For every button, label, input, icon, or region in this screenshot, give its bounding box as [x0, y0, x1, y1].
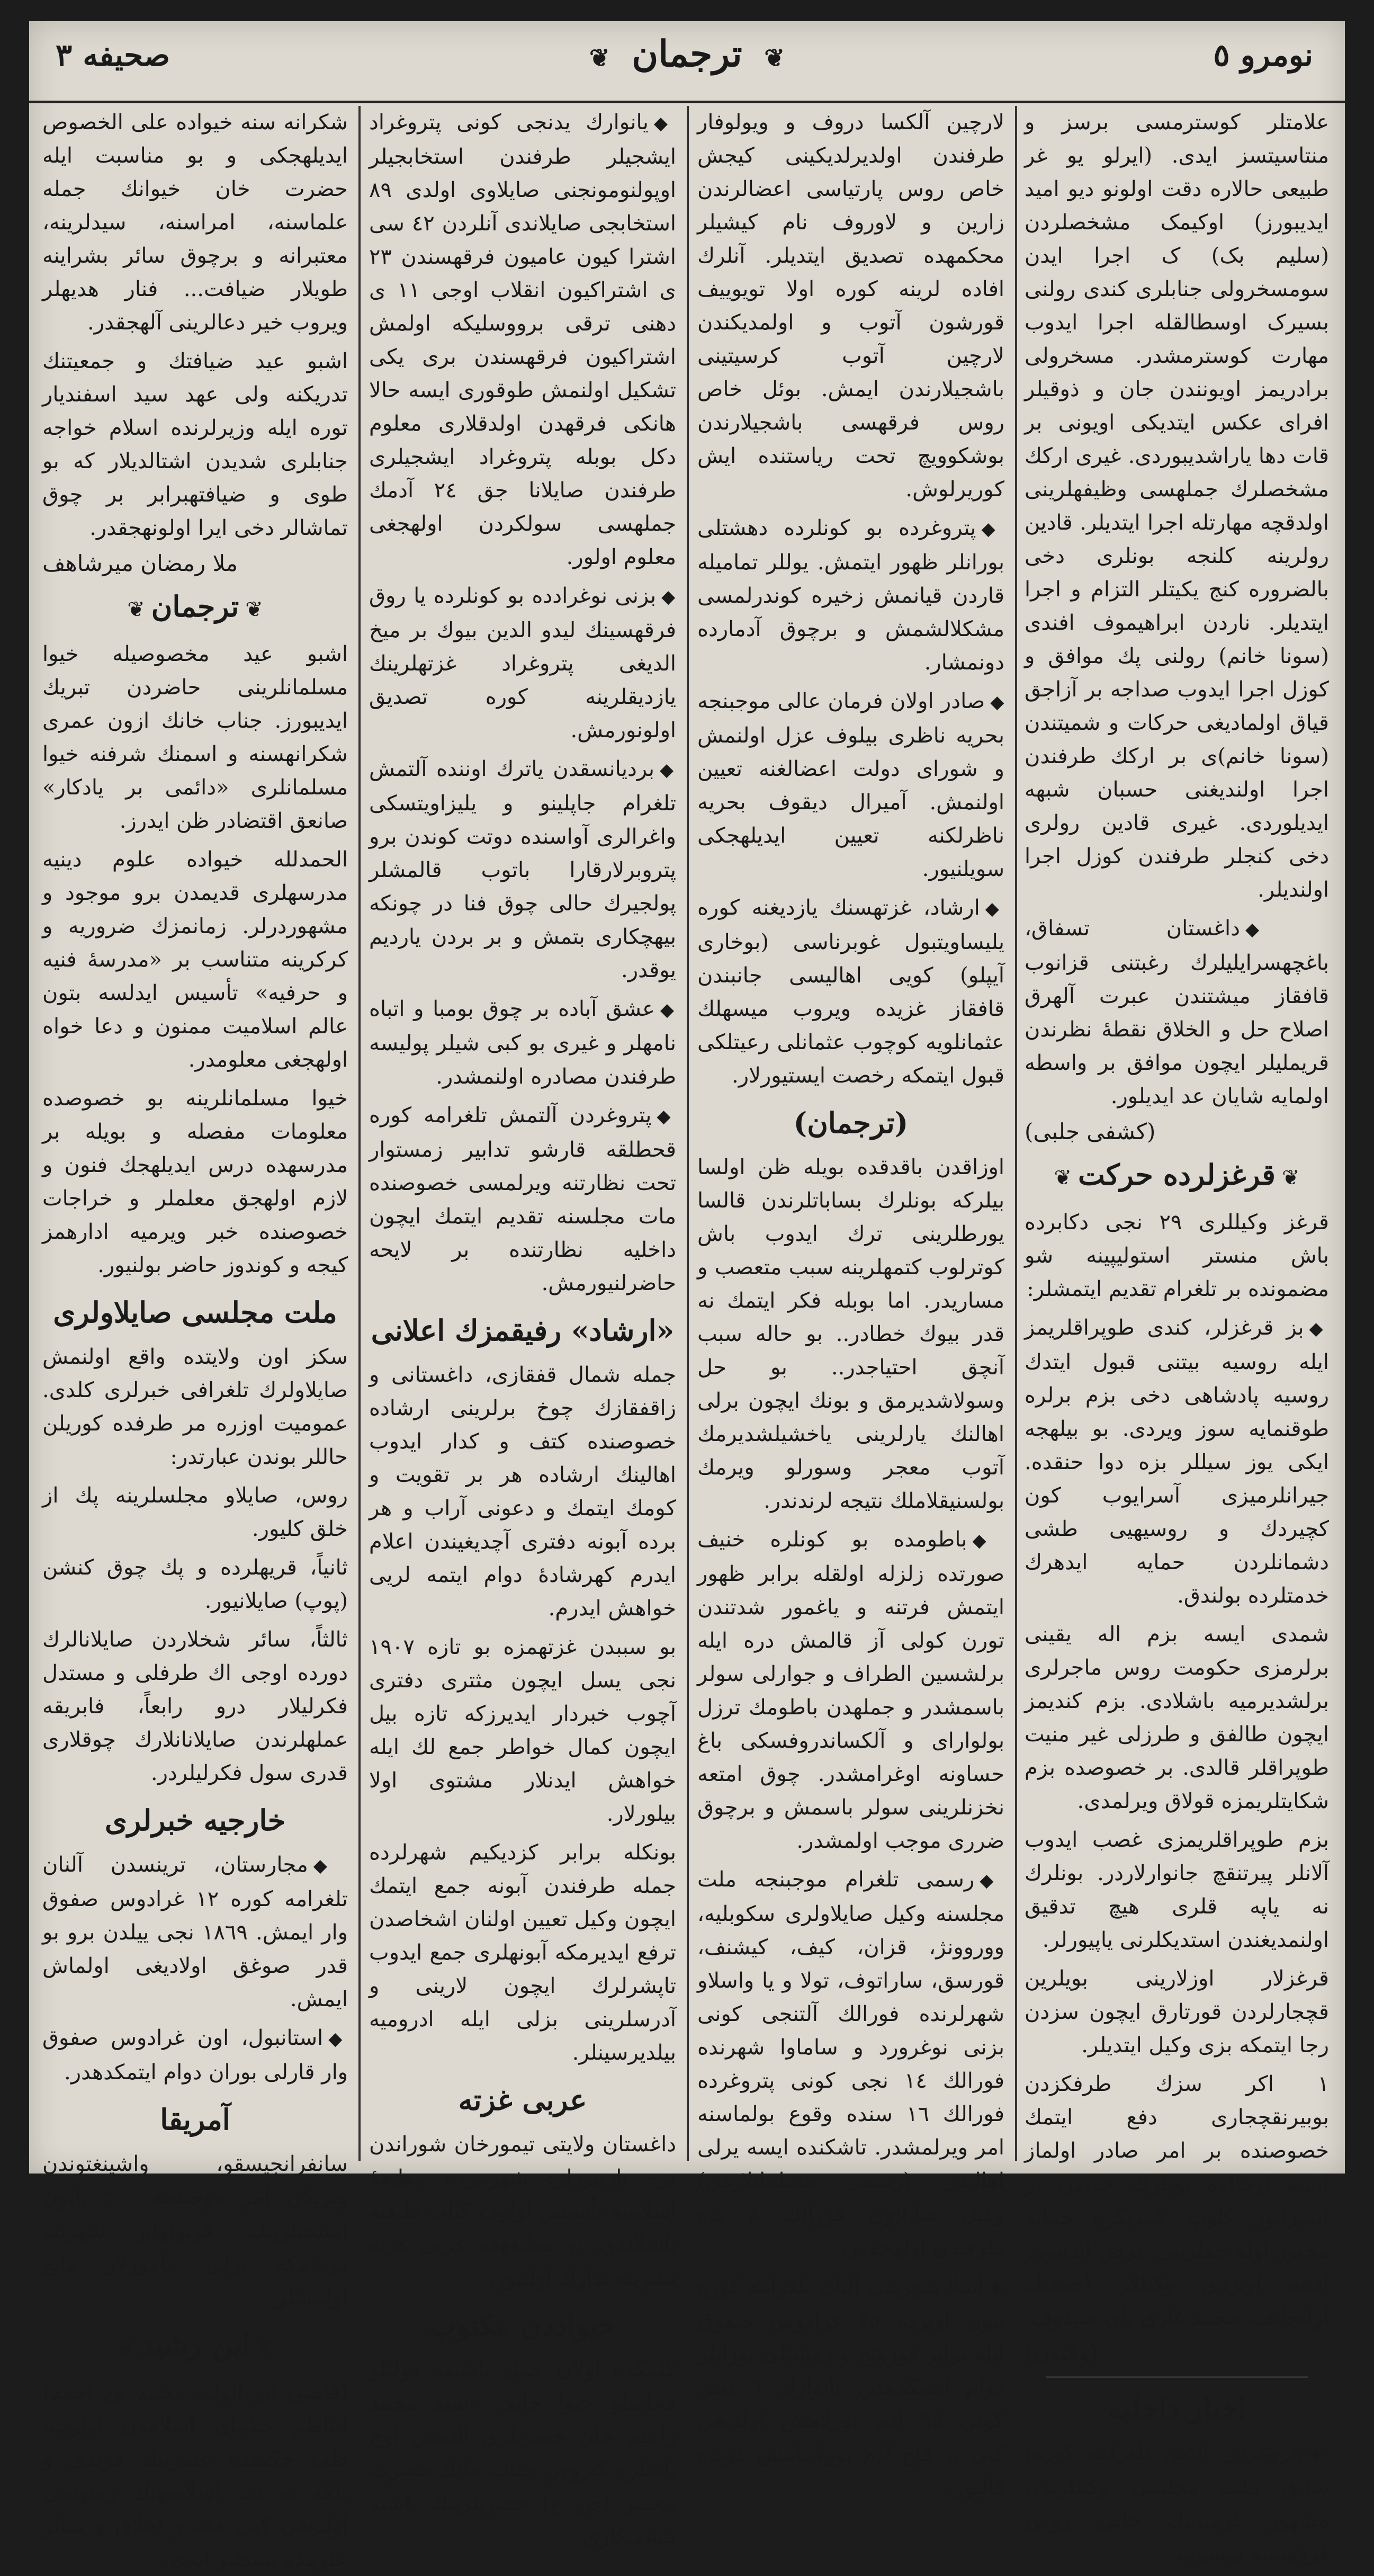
column-divider [358, 106, 361, 2161]
section-heading: ملت مجلسی صایلاولری [53, 1295, 337, 1329]
section-heading [42, 2326, 348, 2366]
left-ornament-icon: ❦ [589, 43, 610, 72]
article-text: داغستان تسفاق، باغچهسرایلیلرك رغبتنی قزانوب قافقاز میشتندن عبرت آلهرق اصلاح حل و الخلاق نقطهٔ نظرندن قریملیلر ایچون موافق بر واسطه اولمایه شایان عد ایدیلور. [1025, 916, 1329, 1108]
newspaper-title [29, 33, 1345, 75]
diamond-bullet-icon: ◆ [972, 1530, 1004, 1551]
article-paragraph: داغستان ولایتی تیمورخان شوراندن بزه یازیبورلر: شهرمزده مطبعهٔ اسلامیه تأسیس اولوب کتاب طبعنه باشلاندی. بو مطبعهده عربی غزته نشرینه تدارك اولنیور. [369, 2132, 676, 2290]
article-paragraph: بزم طوپراقلریمزی غصب ایدوب آلانلر پیرتنقچ جانوارلاردر. بونلرك نه یاپه قلری هیچ تدقیق اولنمدیغندن استدیکلرنی یاپیورلر. [1025, 1828, 1329, 1952]
column-divider [1015, 106, 1017, 2161]
article-paragraph: شمدی ایسه بزم اله یقینی برلرمزی حکومت روس ماجرلری برلشدیرمیه باشلادی. بزم کندیمز ایچون طالفق و طرزلی غیر منیت طوپراقلر قالدی. بر خصوصده بزم شکایتلریمزه قولاق ویرلمدی. [1025, 1622, 1329, 1813]
diamond-bullet-icon: ◆ [313, 1855, 348, 1876]
column-3 [369, 106, 677, 2548]
section-heading: آمریقا [160, 2103, 230, 2136]
article-paragraph: لارچین آلکسا دروف و ویولوفار طرفندن اولدیرلدیکینی کیجش خاص روس پارتیاسی اعضالرندن زارین و لاوروف نام کیشیلر محکمهده تصدیق ایتدیلر. آنلرك افاده لرینه کوره اولا تویوییف قورشون آتوب و اولمدیکندن لارچین آتوب کرسیتینی باشجیلارندن ایمش. بوئل خاص روس فرقهسی باشجیلارندن بوشکوویچ تحت ریاستنده ایش کوریرلوش. [697, 110, 1004, 502]
article-paragraph: سکز اون ولایتده واقع اولنمش صایلاولرك تلغرافی خبرلری کلدی. عمومیت اوزره مر طرفده کوریلن حاللر بوندن عبارتدر: [42, 1345, 348, 1469]
article-text: استانبول، اون غرادوس صفوق وار قارلی بوران دوام ایتمکدهدر. [42, 2026, 348, 2085]
article-text: یانوارك یدنجی کونی پتروغراد ایشجیلر طرفندن استخابجیلر اوپولنومونجنی صایلاوی اولدی ٨٩ استخابجی صایلاندی آنلردن ٤٢ سی اشترا کیون عامیون فرقهسندن ٢٣ ی اشتراکیون انقلاب اوجی ١١ ی دهنی ترقی برووسلیکه اولمش اشتراکیون فرقهسندن بری یکی تشکیل اولنمش طوقوری ایسه حالا هانکی فرقهدن اولدقلاری معلوم دکل بوبله پتروغراد ایشجیلری طرفندن صایلانا جق ٢٤ آدمك جملهسی سولکردن اولهجغی معلوم اولور. [369, 110, 676, 569]
section-heading: «ارشاد» رفیقمزك اعلانی [371, 1313, 675, 1347]
diamond-bullet-icon: ◆ [661, 586, 676, 607]
separator-line [1046, 2376, 1308, 2378]
article-paragraph: ١ اکر سزك طرفکزدن بوبیرنقچجاری دفع ایتمك خصوصنده بر امر صادر اولماز ایسه اوحالده بونلرك حقندن بر ایمپراتور کلوپ کمدیکزه حمایه مجبور اوله جقلرینی عرض ایدیبورز آفتیه اویزدی وکیللار احمدیك آرانجانف، محمد غازی بای سیدوف [1025, 2072, 1329, 2330]
ornament-icon: ❦ [127, 597, 145, 622]
diamond-bullet-icon: ◆ [1245, 919, 1329, 940]
ornament-icon: ❦ [245, 597, 263, 622]
article-text: صادر اولان فرمان عالی موجبنجه بحریه ناظری بیلوف عزل اولنمش و شورای دولت اعضالغنه تعیین اولنمش. آمیرال دیقوف بحریه ناظرلکنه تعیین ایدیلهجکی سویلنیور. [697, 689, 1004, 881]
diamond-bullet-icon: ◆ [653, 113, 676, 134]
diamond-bullet-icon: ◆ [981, 518, 1004, 540]
diamond-bullet-icon: ◆ [660, 759, 676, 781]
article-paragraph: اشبو عید ضیافتك و جمعیتنك تدریکنه ولی عهد سید اسفندیار توره ایله وزیرلرنده اسلام خواجه جنابلری شدیدن اشتالدیلار که بو طوی و ضیافتهبرابر بر چوق تماشالر دخی ایرا اولونهجقدر. [42, 349, 348, 540]
diamond-bullet-icon: ◆ [660, 999, 676, 1021]
article-paragraph [369, 106, 676, 574]
article-paragraph [369, 753, 676, 987]
ornament-icon: ❦ [256, 2336, 274, 2360]
article-paragraph: قرغزلار اوزلارینی بویلرین قچجارلردن قورتارق ایچون سزدن رجا ایتمکه بزی وکیل ایتدیلر. [1025, 1966, 1329, 2058]
heading-text: قرغزلرده حرکت [1078, 1158, 1276, 1192]
article-paragraph: ثالثاً، سائر شخلاردن صایلانالرك دورده اوجی اك طرفلی و مستدل فکرلیلار درو رابعاً، فابریقه عملهلرندن صایلانانلارك چوقلاری قدری سول فکرلیلردر. [42, 1627, 348, 1785]
article-text: مجارستان، ترینسدن آلنان تلغرامه کوره ١٢ غرادوس صفوق وار ایمش. ١٨٦٩ نجی ییلدن برو بو قدر صوغق اولادیغی اولماش ایمش. [42, 1853, 348, 2011]
article-text: آنملا شهرندن آلنان تلغرامه کوره بتون اوبزده ٣٥ غرادوس صفوق ایله برابر قوروئج و دهشتلی بورانلر دوام ایتمکدهدر. یانوارك ٦ نجی کونی ٩٥ آدم بوزلامش اولدیغی کبی بر قاچ آدم بوزلامامش کونده قالیور. [697, 2274, 1004, 2500]
heading-text: ترجمان [151, 589, 239, 623]
article-paragraph [1025, 2436, 1329, 2571]
section-heading: (ترجمان) [793, 1106, 909, 1140]
diamond-bullet-icon: ◆ [980, 1870, 1004, 1891]
article-text: ارشاد، غزتهسنك یازدیغنه کوره یلیساویتبول غوبرناسی (بوخاری آیپلو) کویی اهالیسی جانبندن قافقاز غزیده ویروب میسهلك عثمانلویه کوچوب عثمانلی رعیتلکی قبول ایتمکه رخصت ایستیورلار. [697, 896, 1004, 1088]
column-1 [1025, 106, 1329, 2566]
page-number-label: صحیفه ٣ [56, 37, 170, 73]
newspaper-page [29, 21, 1345, 2571]
article-paragraph [369, 579, 676, 747]
article-signature: ملا رمضان میرشاهف [42, 550, 238, 576]
article-paragraph [369, 992, 676, 1094]
section-heading: خارجیه خبرلری [104, 1803, 286, 1837]
ornament-icon: ❦ [1054, 1166, 1072, 1190]
column-4 [42, 106, 348, 2571]
article-paragraph [697, 512, 1004, 679]
article-text: عشق آباده بر چوق بومبا و اتباه نامهلر و غیری بو کبی شیلر پولیسه طرفندن مصادره اولنمشدر. [369, 997, 676, 1089]
ornament-icon: ❦ [1281, 1166, 1300, 1190]
article-paragraph: اوزاقدن باقدقده بویله ظن اولسا بیلرکه بونلرك بساباتلرندن قالسا یورطلرینی ترك ایدوب باش کوترلوب کتمهلرینه سبب متعصب و مساریدر. اما بوبله فکر ایتمك نه قدر بیوك خطادر.. بو حاله سبب آنچق احتیاجدر.. بو حل وسولاشدیرمق و بونك ایچون برلی اهالنك یارلرینی یاخشیلشدیرمك آتوب معجر وسورلو ویرمك بولسنیقلاملك نتیجه لرندندر. [697, 1155, 1004, 1513]
article-paragraph: اشبو عید مخصوصیله خیوا مسلمانلرینی حاضردن تبریك ایدیبورز. جناب خانك ازون عمری شکرانهسنه و اسمنك شرفنه خیوا مسلمانلری «دائمی بر یادکار» صانعق اقتضادر ظن ایدرز. [42, 642, 348, 833]
section-heading: عربی غزته [458, 2083, 587, 2117]
article-paragraph: ثانیاً، قریهلرده و پك چوق کنشن (پوپ) صایلانیور. [42, 1555, 348, 1613]
article-text: پتروغردن آلتش تلغرامه کوره: سابق ملت مجلسی وکیللرندن مشهور کرمیتینك خاص روس فرقهسنه منسوب [1025, 2440, 1329, 2566]
article-paragraph: شکرانه سنه خیواده علی الخصوص ایدیلهجکی و بو مناسبت ایله حضرت خان خیوانك جمله علماسنه، امراسنه، سیدلرینه، معتبرانه و برچوق سائر بشراینه طویلار ضیافت... فنار هدیهلر ویروب خیر دعالرینی آلهجقدر. [42, 110, 348, 335]
article-paragraph: بو سببدن غزتهمزه بو تازه ١٩٠٧ نجی یسل ایچون مثتری دفتری آچوب خبردار ایدیرزکه تازه بیل ایچون کمال خواطر جمع لك ایله خواهش ایدنلار مشتوی اولا بیلورلار. [369, 1635, 676, 1826]
section-heading: اخبار داخلیه [1107, 2391, 1246, 2425]
diamond-bullet-icon: ◆ [985, 898, 1004, 919]
column-2 [697, 106, 1005, 2500]
diamond-bullet-icon: ◆ [657, 1106, 677, 1127]
article-paragraph: جمله شمال قفقازی، داغستانی و زاقفقازك چوخ برلرینی ارشاده خصوصنده کتف و کدار ایدوب اهالینك ارشاده هر بر تقویت و کومك ایتمك و دعونی آراب و هر برده آبونه دفتری آچدیغیندن اعلام ایدرم کهرشادهٔ دوام ایتمه لریی خواهش ایدرم. [369, 1363, 676, 1621]
diamond-bullet-icon: ◆ [1309, 1318, 1329, 1339]
heading-text: ابن رشید [140, 2328, 250, 2362]
ornament-icon: ❦ [116, 2336, 134, 2360]
article-paragraph [42, 2022, 348, 2089]
article-text: بزنی نوغرادده بو کونلرده یا روق فرقهسینك لیدو الدین بیوك بر میخ الدیغی پتروغراد غزتهلرینك یازدیقلرینه کوره تصدیق اولونورمش. [369, 584, 676, 743]
article-paragraph [697, 2270, 1004, 2505]
diamond-bullet-icon: ◆ [989, 2277, 1004, 2298]
column-divider [687, 106, 689, 2161]
article-paragraph: علامتلر کوسترمسی برسز و منتاسیتسز ایدی. (ایرلو یو غر طبیعی حالاره دقت اولونو دیو امید ایدیبورز) اوکیمک مشخصلردن (سلیم بک) ک اجرا ایدن سومسخرولی جنابلری کندی رولنی بسیرک اوسطالقله اجرا ایدوب مهارت کوسترمشدر. مسخرولی برادریمز اویونندن جان و ذوقیلر افرای عکس ایتدیکی اویونی بر قات دها یاراشدیبوردی. غیری ارکك مشخصلرك جملهسی وظیفهلرینی اولدقچه مهارتله اجرا ایتدیلر. قادین رولرینه کلنجه بونلری دخی بالضروره کنج یکیتلر التزام و اجرا ایتدیلر. ناردن ابراهیموف افندی (سونا خانم) رولنی پك موافق و کوزل اجرا ایدوب صداجه بر آزاجق قیاق اولمادیغی حرکات و شمیتندن (سونا خانم)ی بر ارکك طرفندن اجرا اولندیغنی حسبان شبهه ایدیلوردی. غیری قادین رولری دخی کنجلر طرفندن کوزل اجرا اولندیلر. [1025, 110, 1329, 902]
article-text: پتروغرده بو کونلرده دهشتلی بورانلر ظهور ایتمش. یوللر تمامیله قاردن قیانمش زخیره کوندرلمسی مشکلالشمش و برچوق آدمارده دونمشار. [697, 516, 1004, 675]
diamond-bullet-icon: ◆ [1309, 2443, 1329, 2464]
article-paragraph [42, 1848, 348, 2016]
article-signature: (کشفی جلبی) [1025, 1119, 1156, 1144]
article-paragraph [1025, 1311, 1329, 1613]
section-heading [1025, 1156, 1329, 1196]
article-paragraph [697, 891, 1004, 1093]
article-signature: (وقتدن) [1025, 2340, 1098, 2366]
article-paragraph: سانفرانجیسقو، واشینغتوندن ویریلان امر موجبنجه ٢٠٠ یاپون ایشجیلرینك قونولولو شهرینه دوشمکه برلی مأمورلار مانع اولمشلر. [42, 2152, 348, 2310]
issue-number-label: نومرو ٥ [1213, 37, 1313, 73]
article-paragraph: قرغز وکیللری ٢٩ نجی دکابرده باش منستر استولیپینه شو مضمونده بر تلغرام تقدیم ایتمشلر: [1025, 1210, 1329, 1301]
article-text: باطومده بو کونلره خنیف صورتده زلزله اولقله برابر ظهور ایتمش فرتنه و یاغمور شدتندن تورن کولی آز قالمش دره ایله برلشسین الطراف و جوارلی سولر باسمشدر و جملهدن باطومك ترزل بولوارای و آلکساندروفسکی باغ حساونه اوغرامشدر. چوق امتعه نخزنلرینی سولر باسمش و برچوق ضرری موجب اولمشدر. [697, 1527, 1004, 1853]
article-text: رسمی تلغرام موجبنجه ملت مجلسنه وکیل صایلاولری سکوبلیه، ووروونژ، قزان، کیف، کیشنف، قورسق، ساراتوف، تولا و یا واسلاو شهرلرنده فورالك آلتنجی کونی بزنی نوغرورد و ساماوا شهرنده فورالك ١٤ نجی کونی پتروغرده فورالك ١٦ سنده وقوع بولماسنه امر ویرلمشدر. تاشکنده ایسه یرلی اهالیدن (رسمی مسلمانلاردن) وکیل صایلاوی فورالك ٨ نده طرفندن اولهجقدر. [697, 1867, 1005, 2260]
article-paragraph [1025, 912, 1329, 1113]
article-paragraph: خیوا مسلمانلرینه بو خصوصده معلومات مفصله و بویله بر مدرسهده درس ایدیلهجك فنون و لازم اولهجق معلملر و خراجات خصوصنده خبر ویرمیه ادارهمز کیجه و کوندوز حاضر بولنیور. [42, 1086, 348, 1277]
article-paragraph: کلمکده اولان حمل باشنده دولتلو فخامتلو خیوا خانی «سید محمد راخیم خان حضرتلری آلتمش اوچ یاشلر» کیروور. جناب خانك حضرت پیغمبر (ص ع) حضرتلرینك یاشنه یتشدیکاری [369, 2357, 676, 2548]
article-paragraph: الحمدلله خیواده علوم دینیه مدرسهلری قدیمدن برو موجود و مشهوردرلر. زمانمزك ضروریه و کرکرینه متناسب بر «مدرسهٔ فنیه و حرفیه» تأسیس ایدلسه بتون عالم اسلامیت ممنون و دعا خواه اولهجغی معلومدر. [42, 847, 348, 1072]
section-heading [42, 588, 348, 628]
article-paragraph: بونکله برابر کزدیکیم شهرلرده جمله طرفندن آبونه جمع ایتمك ایچون وکیل تعیین اولنان اشخاصدن ترفع ایدیرمکه آبونهلری جمع ایدوب تاپشرلرك ایچون لارینی و آدرسلرینی بزلی ایله ادرومیه بیلدیرسینلر. [369, 1840, 676, 2065]
article-paragraph [697, 1523, 1004, 1858]
diamond-bullet-icon: ◆ [990, 692, 1004, 713]
section-heading: خیواددن مکتوب [429, 2308, 616, 2342]
article-text: بز قرغزلر، کندی طوپراقلریمز ایله روسیه بیتنی قبول ایتدك روسیه پادشاهی دخی بزم برلره طوقنمایه سوز ویردی. بو بیلهجه ایکی یوز سیللر بزه دوا حنقده. جیرانلرمیزی آسرایوب کون کچیردك و روسیهیی طشی دشمانلردن حمایه ایدهرك خدمتلرده بولندق. [1025, 1316, 1329, 1608]
article-paragraph: (قاضی ابو الولید محمد بن احمد) اعاظم حکمای اسلامدن اولوب، طب حکمتده عصرینك فریدی و بلکه نه نت اسلامیهنك زمنهسی اولدیغی کبی فقه و اخلاق و سائر علومده بیننظیر ایدی. [42, 2380, 348, 2571]
article-paragraph [697, 1863, 1004, 2265]
newspaper-title-text: ترجمان [632, 33, 742, 75]
article-paragraph [697, 685, 1004, 886]
article-text: پتروغردن آلتمش تلغرامه کوره قحطلقه قارشو تدابیر زمستوار تحت نظارتنه ویرلمسی خصوصنده مات مجلسنه تقدیم ایتمك ایچون داخلیه نظارتنده بر لایحه حاضرلنیورمش. [369, 1103, 676, 1295]
article-paragraph [369, 1099, 676, 1300]
diamond-bullet-icon: ◆ [328, 2028, 348, 2050]
right-ornament-icon: ❦ [764, 43, 785, 72]
masthead [29, 21, 1345, 103]
article-text: بردیانسقدن یاترك اوننده آلتمش تلغرام جاپلینو و یلیزاویتسکی واغرالری آواسنده دوتت کوندن برو پتروبرلارقارا باتوب قالمشلر پولجیرك حالی چوق فنا در چونکه بیهچکاری بتمش و بر بردن یاردیم یوقدر. [369, 757, 676, 982]
article-paragraph: روس، صایلاو مجلسلرینه پك از خلق کلیور. [42, 1483, 348, 1541]
